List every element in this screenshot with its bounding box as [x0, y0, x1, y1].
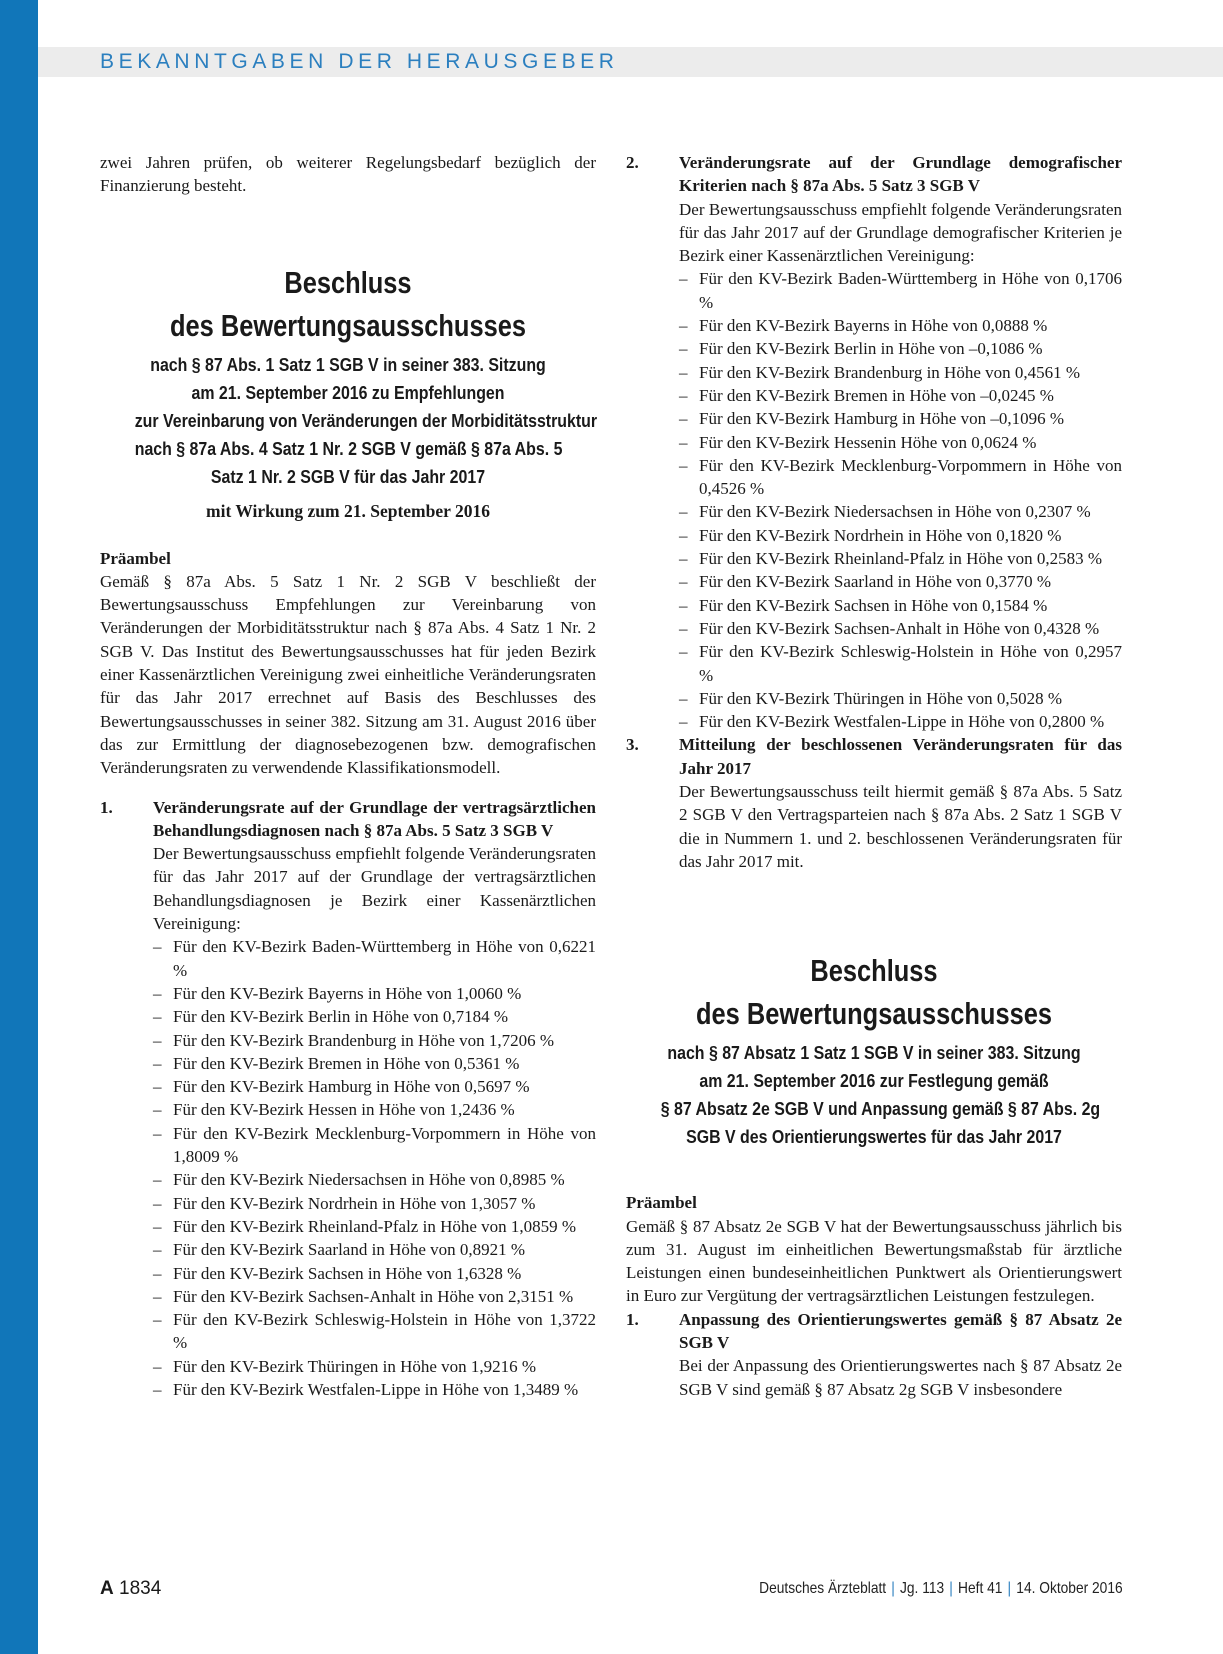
rate-item [153, 1308, 596, 1355]
separator: | [949, 1580, 954, 1597]
dash-bullet: – [153, 1100, 162, 1120]
dash-bullet: – [153, 1193, 162, 1213]
article1-title-line1: Beschluss [284, 264, 412, 300]
rate-text: Für den KV-Bezirk Thüringen in Höhe von 1,9216 % [173, 1356, 537, 1376]
rate-text: Für den KV-Bezirk Nordrhein in Höhe von 0,1820 % [699, 525, 1062, 545]
article1-subtitle-line: am 21. September 2016 zu Empfehlungen [191, 381, 505, 403]
rate-item [679, 431, 1122, 454]
item-text: Der Bewertungsausschuss empfiehlt folgende Veränderungsraten für das Jahr 2017 auf der Grundlage demografischer Kriterien je Bezirk einer Kassenärztlichen Vereinigung: [679, 199, 1122, 266]
item-number: 1. [100, 797, 113, 817]
item-number: 1. [626, 1309, 639, 1329]
rate-item [679, 570, 1122, 593]
dash-bullet: – [153, 1356, 162, 1376]
praeambel-text: Gemäß § 87 Absatz 2e SGB V hat der Bewertungsausschuss jährlich bis zum 31. August im einheitlichen Bewertungsmaßstab für ärztliche Leistungen einen bundeseinheitlichen Punktwert als Orientierungswert in Euro zur Vergütung der vertragsärztlichen Leistungen festzulegen. [626, 1216, 1122, 1306]
praeambel-text: Gemäß § 87a Abs. 5 Satz 1 Nr. 2 SGB V beschließt der Bewertungsausschuss Empfehlungen zur Vereinbarung von Veränderungen der Morbiditätsstruktur nach § 87a Abs. 4 Satz 1 Nr. 2 SGB V. Das Institut des Bewertungsausschusses hat für jeden Bezirk einer Kassenärztlichen Vereinigung zwei einheitliche Veränderungsraten für das Jahr 2017 errechnet auf Basis des Beschlusses des Bewertungsausschusses in seiner 382. Sitzung am 31. August 2016 über das zur Ermittlung der diagnosebezogenen bzw. demografischen Veränderungsraten zu verwendende Klassifikationsmodell. [100, 571, 596, 778]
rate-item [679, 524, 1122, 547]
article1-subtitle-line: nach § 87a Abs. 4 Satz 1 Nr. 2 SGB V gemäß § 87a Abs. 5 [134, 437, 563, 459]
page-number [100, 1578, 161, 1600]
journal-info [760, 1580, 1123, 1598]
dash-bullet: – [153, 1030, 162, 1050]
rate-item [679, 594, 1122, 617]
article2-title-line1: Beschluss [810, 953, 938, 989]
rate-text: Für den KV-Bezirk Mecklenburg-Vorpommern in Höhe von 1,8009 % [173, 1123, 596, 1167]
rate-item [679, 314, 1122, 337]
dash-bullet: – [153, 1286, 162, 1306]
rate-text: Für den KV-Bezirk Berlin in Höhe von 0,7184 % [173, 1007, 509, 1027]
rates-list [679, 267, 1122, 733]
dash-bullet: – [153, 937, 162, 957]
rate-text: Für den KV-Bezirk Rheinland-Pfalz in Höhe von 0,2583 % [699, 549, 1103, 569]
rate-item [679, 267, 1122, 314]
rate-text: Für den KV-Bezirk Brandenburg in Höhe von 0,4561 % [699, 362, 1081, 382]
rate-item [153, 1122, 596, 1169]
dash-bullet: – [679, 525, 688, 545]
journal-issue: Heft 41 [958, 1580, 1003, 1597]
rate-item [679, 500, 1122, 523]
rate-text: Für den KV-Bezirk Bayerns in Höhe von 1,0060 % [173, 983, 522, 1003]
page-number-value: 1834 [119, 1578, 162, 1599]
rate-item [679, 361, 1122, 384]
rate-item [153, 982, 596, 1005]
article2-subtitle-line: § 87 Absatz 2e SGB V und Anpassung gemäß § 87 Abs. 2g [660, 1098, 1101, 1120]
dash-bullet: – [679, 432, 688, 452]
rate-text: Für den KV-Bezirk Saarland in Höhe von 0,8921 % [173, 1240, 526, 1260]
rate-text: Für den KV-Bezirk Brandenburg in Höhe von 1,7206 % [173, 1030, 555, 1050]
separator: | [891, 1580, 896, 1597]
rate-item [679, 547, 1122, 570]
rate-text: Für den KV-Bezirk Hamburg in Höhe von 0,5697 % [173, 1077, 530, 1097]
rate-text: Für den KV-Bezirk Niedersachsen in Höhe von 0,2307 % [699, 502, 1091, 522]
rate-item [153, 1355, 596, 1378]
article1-title-line2: des Bewertungsausschusses [169, 307, 527, 343]
rate-text: Für den KV-Bezirk Sachsen in Höhe von 1,6328 % [173, 1263, 522, 1283]
dash-bullet: – [679, 362, 688, 382]
page-prefix: A [100, 1578, 114, 1599]
article1-effective-date: mit Wirkung zum 21. September 2016 [206, 500, 490, 521]
rate-item [153, 1029, 596, 1052]
dash-bullet: – [679, 712, 688, 732]
rate-text: Für den KV-Bezirk Schleswig-Holstein in Höhe von 0,2957 % [699, 642, 1122, 685]
rate-item [679, 617, 1122, 640]
dash-bullet: – [153, 1216, 162, 1236]
dash-bullet: – [153, 1379, 162, 1399]
rate-text: Für den KV-Bezirk Nordrhein in Höhe von 1,3057 % [173, 1193, 536, 1213]
dash-bullet: – [153, 1170, 162, 1190]
separator: | [1007, 1580, 1012, 1597]
item-number: 3. [626, 735, 639, 755]
rates-list [153, 935, 596, 1401]
item-heading: Anpassung des Orientierungswertes gemäß § 87 Absatz 2e SGB V [679, 1309, 1122, 1352]
item-heading: Mitteilung der beschlossenen Veränderungsraten für das Jahr 2017 [679, 735, 1122, 778]
item-heading: Veränderungsrate auf der Grundlage der vertragsärztlichen Behandlungsdiagnosen nach § 87a Abs. 5 Satz 3 SGB V [153, 797, 596, 840]
item-1 [626, 1308, 1122, 1401]
rate-item [679, 687, 1122, 710]
rate-item [153, 935, 596, 982]
rate-text: Für den KV-Bezirk Baden-Württemberg in Höhe von 0,6221 % [173, 937, 596, 980]
dash-bullet: – [679, 642, 688, 662]
article1-subtitle-line: nach § 87 Abs. 1 Satz 1 SGB V in seiner 383. Sitzung [150, 353, 546, 375]
left-column [100, 151, 596, 1401]
item-3 [626, 733, 1122, 873]
rate-item [679, 384, 1122, 407]
rate-item [679, 640, 1122, 687]
rate-item [153, 1238, 596, 1261]
rate-text: Für den KV-Bezirk Sachsen-Anhalt in Höhe von 0,4328 % [699, 618, 1100, 638]
praeambel-heading: Präambel [626, 1193, 697, 1213]
dash-bullet: – [679, 688, 688, 708]
dash-bullet: – [153, 1240, 162, 1260]
rate-text: Für den KV-Bezirk Sachsen in Höhe von 0,1584 % [699, 595, 1048, 615]
rate-item [153, 1075, 596, 1098]
item-text: Bei der Anpassung des Orientierungswertes nach § 87 Absatz 2e SGB V sind gemäß § 87 Absatz 2g SGB V insbesondere [679, 1356, 1122, 1399]
rate-text: Für den KV-Bezirk Schleswig-Holstein in Höhe von 1,3722 % [173, 1310, 596, 1353]
journal-volume: Jg. 113 [900, 1580, 945, 1597]
dash-bullet: – [679, 269, 688, 289]
article2-subtitle-line: am 21. September 2016 zur Festlegung gemäß [699, 1070, 1049, 1092]
rate-item [679, 710, 1122, 733]
rate-item [679, 407, 1122, 430]
rate-text: Für den KV-Bezirk Bayerns in Höhe von 0,0888 % [699, 316, 1048, 336]
rate-item [153, 1168, 596, 1191]
journal-name: Deutsches Ärzteblatt [759, 1580, 887, 1597]
rate-text: Für den KV-Bezirk Bremen in Höhe von –0,0245 % [699, 385, 1054, 405]
rate-text: Für den KV-Bezirk Bremen in Höhe von 0,5361 % [173, 1053, 520, 1073]
dash-bullet: – [679, 455, 688, 475]
dash-bullet: – [679, 385, 688, 405]
rate-text: Für den KV-Bezirk Hessen in Höhe von 1,2436 % [173, 1100, 515, 1120]
rate-text: Für den KV-Bezirk Mecklenburg-Vorpommern in Höhe von 0,4526 % [699, 455, 1122, 499]
dash-bullet: – [153, 1123, 162, 1143]
journal-date: 14. Oktober 2016 [1016, 1580, 1123, 1597]
rate-item [153, 1098, 596, 1121]
item-1 [100, 796, 596, 1402]
rate-text: Für den KV-Bezirk Westfalen-Lippe in Höhe von 0,2800 % [699, 712, 1105, 732]
rate-item [153, 1262, 596, 1285]
sidebar-accent-bar [0, 0, 38, 1654]
article2-title-line2: des Bewertungsausschusses [695, 996, 1053, 1032]
rate-text: Für den KV-Bezirk Sachsen-Anhalt in Höhe von 2,3151 % [173, 1286, 574, 1306]
rate-item [153, 1005, 596, 1028]
dash-bullet: – [679, 595, 688, 615]
article2-subtitle-line: nach § 87 Absatz 1 Satz 1 SGB V in seiner 383. Sitzung [667, 1042, 1081, 1064]
rate-item [153, 1378, 596, 1401]
rate-item [679, 337, 1122, 360]
dash-bullet: – [679, 618, 688, 638]
item-2 [626, 151, 1122, 733]
article1-subtitle-line: Satz 1 Nr. 2 SGB V für das Jahr 2017 [210, 465, 486, 487]
rate-text: Für den KV-Bezirk Saarland in Höhe von 0,3770 % [699, 572, 1052, 592]
rate-text: Für den KV-Bezirk Rheinland-Pfalz in Höhe von 1,0859 % [173, 1216, 577, 1236]
rate-text: Für den KV-Bezirk Hessenin Höhe von 0,0624 % [699, 432, 1037, 452]
dash-bullet: – [153, 1310, 162, 1330]
item-text: Der Bewertungsausschuss teilt hiermit gemäß § 87a Abs. 5 Satz 2 SGB V den Vertragsparteien nach § 87a Abs. 2 Satz 1 SGB V die in Nummern 1. und 2. beschlossenen Veränderungsraten für das Jahr 2017 mit. [679, 782, 1122, 871]
dash-bullet: – [679, 409, 688, 429]
dash-bullet: – [153, 1053, 162, 1073]
dash-bullet: – [153, 1263, 162, 1283]
dash-bullet: – [679, 339, 688, 359]
rate-text: Für den KV-Bezirk Niedersachsen in Höhe von 0,8985 % [173, 1170, 565, 1190]
rate-item [153, 1285, 596, 1308]
dash-bullet: – [153, 983, 162, 1003]
dash-bullet: – [153, 1007, 162, 1027]
dash-bullet: – [679, 549, 688, 569]
rate-item [153, 1052, 596, 1075]
rate-text: Für den KV-Bezirk Berlin in Höhe von –0,1086 % [699, 339, 1043, 359]
intro-text: zwei Jahren prüfen, ob weiterer Regelungsbedarf bezüglich der Finanzierung besteht. [100, 153, 596, 196]
item-heading: Veränderungsrate auf der Grundlage demografischer Kriterien nach § 87a Abs. 5 Satz 3 SGB V [679, 153, 1122, 196]
article1-subtitle-line: zur Vereinbarung von Veränderungen der Morbiditätsstruktur [134, 409, 598, 431]
praeambel-heading: Präambel [100, 548, 171, 568]
rate-text: Für den KV-Bezirk Thüringen in Höhe von 0,5028 % [699, 688, 1063, 708]
rate-item [153, 1192, 596, 1215]
dash-bullet: – [679, 316, 688, 336]
rate-item [679, 454, 1122, 501]
rate-text: Für den KV-Bezirk Westfalen-Lippe in Höhe von 1,3489 % [173, 1379, 579, 1399]
dash-bullet: – [679, 572, 688, 592]
section-header: BEKANNTGABEN DER HERAUSGEBER [100, 50, 619, 73]
rate-text: Für den KV-Bezirk Hamburg in Höhe von –0,1096 % [699, 409, 1064, 429]
dash-bullet: – [153, 1077, 162, 1097]
item-number: 2. [626, 153, 639, 172]
rate-text: Für den KV-Bezirk Baden-Württemberg in Höhe von 0,1706 % [699, 269, 1122, 312]
article2-subtitle-line: SGB V des Orientierungswertes für das Jahr 2017 [686, 1126, 1062, 1148]
item-text: Der Bewertungsausschuss empfiehlt folgende Veränderungsraten für das Jahr 2017 auf der Grundlage der vertragsärztlichen Behandlungsdiagnosen je Bezirk einer Kassenärztlichen Vereinigung: [153, 844, 596, 934]
rate-item [153, 1215, 596, 1238]
dash-bullet: – [679, 502, 688, 522]
right-column [626, 151, 1122, 1401]
